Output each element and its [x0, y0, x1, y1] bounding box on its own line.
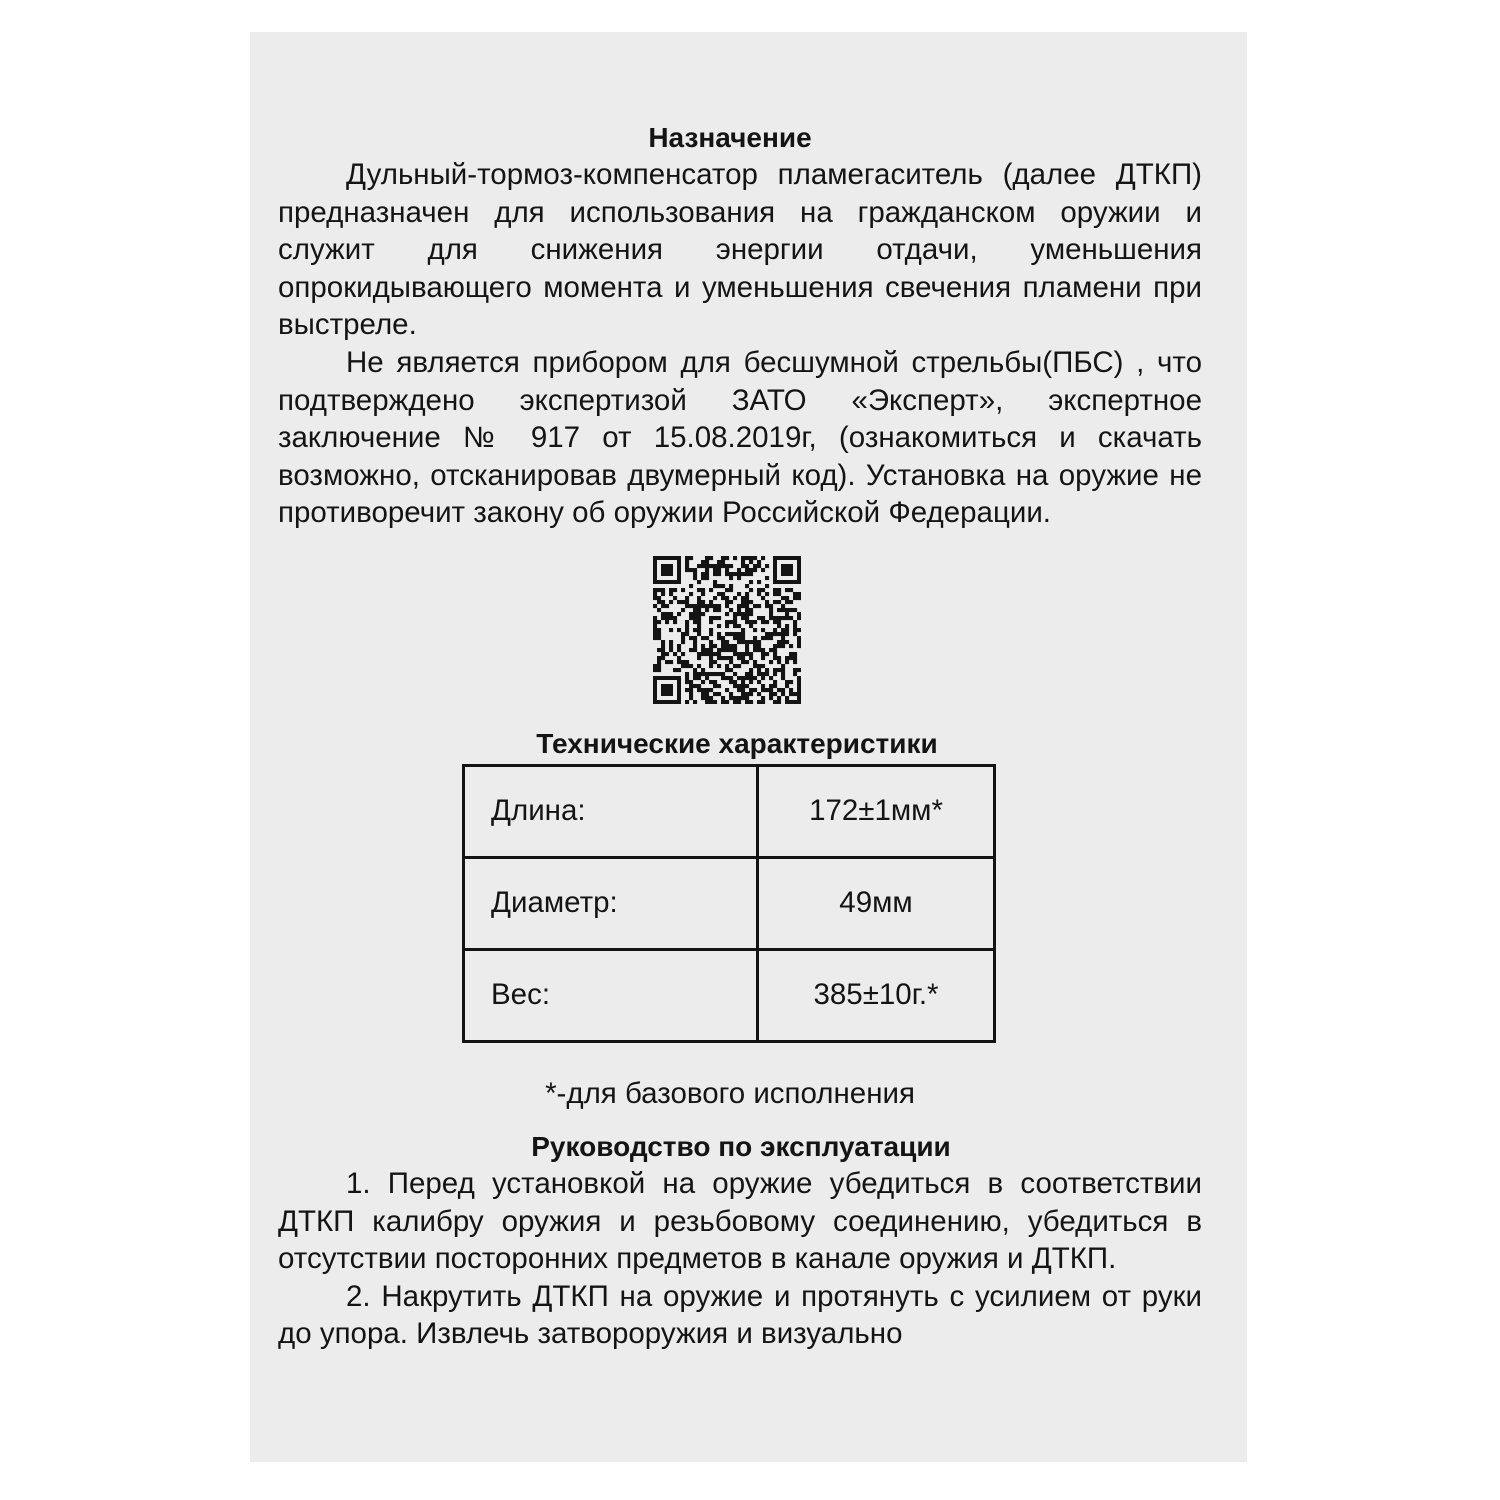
- spec-label-weight: Вес:: [464, 949, 758, 1041]
- spec-value-weight: 385±10г.*: [758, 949, 995, 1041]
- document-content: [278, 120, 1202, 1353]
- specs-heading: Технические характеристики: [536, 727, 938, 759]
- table-row: [464, 857, 995, 949]
- spec-value-diameter: 49мм: [758, 857, 995, 949]
- manual-heading: Руководство по эксплуатации: [531, 1130, 951, 1162]
- table-row: [464, 765, 995, 857]
- document-sheet: [250, 32, 1247, 1462]
- specs-table: [462, 764, 996, 1043]
- spec-label-diameter: Диаметр:: [464, 857, 758, 949]
- qr-code-container: [278, 556, 1202, 706]
- purpose-section: [278, 120, 1202, 532]
- specs-section: [278, 726, 1202, 1111]
- manual-step-2: 2. Накрутить ДТКП на оружие и протянуть с усилием от руки до упора. Извлечь затвороружия и визуально: [278, 1279, 1202, 1351]
- specs-footnote: *-для базового исполнения: [545, 1076, 915, 1110]
- manual-section: [278, 1129, 1202, 1353]
- spec-label-length: Длина:: [464, 765, 758, 857]
- spec-value-length: 172±1мм*: [758, 765, 995, 857]
- table-row: [464, 949, 995, 1041]
- qr-code-icon: [653, 556, 801, 704]
- manual-step-1: 1. Перед установкой на оружие убедиться в соответствии ДТКП калибру оружия и резьбовому соединению, убедиться в отсутствии посторонних предметов в канале оружия и ДТКП.: [278, 1166, 1202, 1276]
- purpose-paragraph-2: Не является прибором для бесшумной стрельбы(ПБС) , что подтверждено экспертизой ЗАТО «Эксперт», экспертное заключение № 917 от 15.08.2019г, (ознакомиться и скачать возможно, отсканировав двумерный код). Установка на оружие не противоречит закону об оружии Российской Федерации.: [278, 345, 1202, 530]
- purpose-paragraph-1: Дульный-тормоз-компенсатор пламегаситель (далее ДТКП) предназначен для использования на гражданском оружии и служит для снижения энергии отдачи, уменьшения опрокидывающего момента и уменьшения свечения пламени при выстреле.: [278, 158, 1202, 342]
- purpose-heading: Назначение: [648, 122, 812, 153]
